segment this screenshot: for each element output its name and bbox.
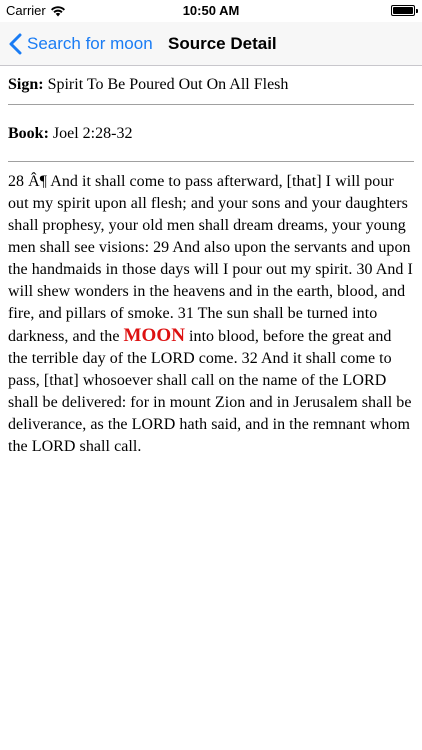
- sign-row: [8, 66, 414, 104]
- page-title: Source Detail: [168, 34, 277, 53]
- carrier-label: Carrier: [6, 3, 46, 18]
- book-row: [8, 105, 414, 161]
- navigation-bar: [0, 22, 422, 66]
- battery-level: [393, 7, 413, 14]
- sign-value: Spirit To Be Poured Out On All Flesh: [47, 76, 289, 93]
- chevron-left-icon: [8, 33, 22, 55]
- search-term-highlight: MOON: [123, 325, 185, 346]
- source-detail-content: [8, 66, 414, 458]
- passage-text: [8, 162, 414, 458]
- back-button[interactable]: [8, 22, 153, 66]
- book-label: Book:: [8, 125, 49, 142]
- passage-text-after: into blood, before the great and the terrible day of the LORD come. 32 And it shall come to pass, [that] whosoever shall call on the name of the LORD shall be delivered: for in mount Zion and in Jerusalem shall be deliverance, as the LORD hath said, and in the remnant whom the LORD shall call.: [8, 328, 412, 455]
- battery-icon: [391, 5, 415, 16]
- passage-text-before: 28 Â¶ And it shall come to pass afterward, [that] I will pour out my spirit upon all flesh; and your sons and your daughters shall prophesy, your old men shall dream dreams, your young men shall see visions: 29 And also upon the servants and upon the handmaids in those days will I pour out my spirit. 30 And I will shew wonders in the heavens and in the earth, blood, and fire, and pillars of smoke. 31 The sun shall be turned into darkness, and the: [8, 173, 413, 345]
- sign-label: Sign:: [8, 76, 44, 93]
- book-value: Joel 2:28-32: [52, 125, 133, 142]
- status-bar: [0, 0, 422, 22]
- back-button-label: Search for moon: [27, 34, 153, 53]
- status-time: 10:50 AM: [182, 3, 240, 18]
